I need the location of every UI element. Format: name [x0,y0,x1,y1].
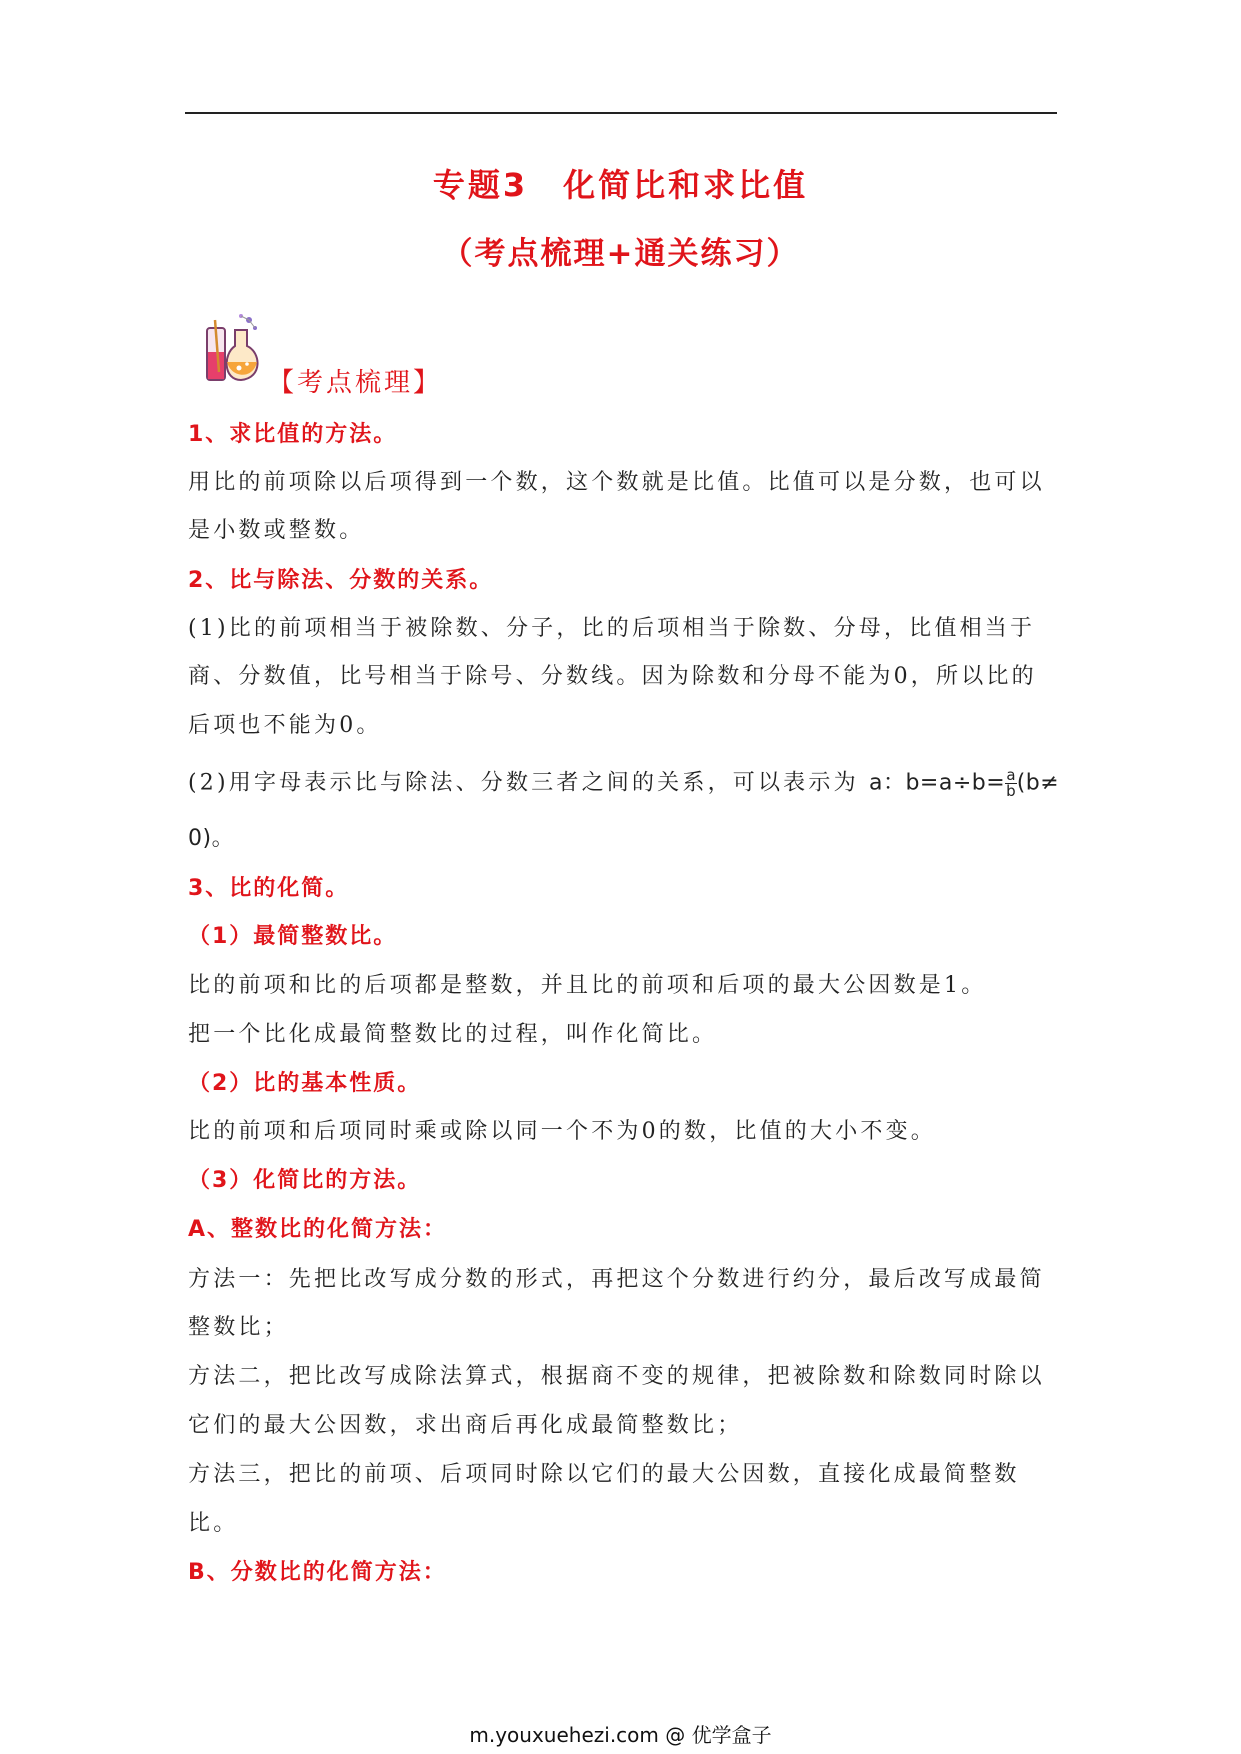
paragraph-line: (1)比的前项相当于被除数、分子，比的后项相当于除数、分母，比值相当于 [188,616,1036,641]
heading-1: 1、求比值的方法。 [188,422,398,447]
paragraph-line: 商、分数值，比号相当于除号、分数线。因为除数和分母不能为0，所以比的 [188,664,1037,689]
formula-intro: (2)用字母表示比与除法、分数三者之间的关系，可以表示为 [188,770,859,796]
formula-expression: a：b=a÷b= [868,770,1006,796]
paragraph-line: 方法三，把比的前项、后项同时除以它们的最大公因数，直接化成最简整数 [188,1462,1020,1487]
paragraph-line: 方法二，把比改写成除法算式，根据商不变的规律，把被除数和除数同时除以 [188,1364,1045,1389]
paragraph-line: 比的前项和后项同时乘或除以同一个不为0的数，比值的大小不变。 [188,1119,936,1144]
paragraph-line: 整数比； [188,1315,289,1340]
paragraph-line: 比。 [188,1511,239,1536]
heading-2: 2、比与除法、分数的关系。 [188,568,494,593]
subheading-3-3: （3）化简比的方法。 [188,1168,422,1193]
footer-watermark: m.youxuehezi.com @ 优学盒子 [469,1723,772,1747]
subheading-3-1: （1）最简整数比。 [188,924,398,949]
paragraph-line: 后项也不能为0。 [188,713,382,738]
heading-a: A、整数比的化简方法： [188,1217,448,1242]
fraction-numerator: a [1006,766,1016,784]
paragraph-line: 把一个比化成最简整数比的过程，叫作化简比。 [188,1022,718,1047]
paragraph-line: 是小数或整数。 [188,518,365,543]
fraction [1005,768,1017,799]
page-title: 专题3 化简比和求比值 [432,166,809,204]
paragraph-line: 用比的前项除以后项得到一个数，这个数就是比值。比值可以是分数，也可以 [188,470,1045,495]
formula-tail: (b≠ [1016,770,1060,796]
flask-icon [205,312,263,384]
paragraph-line: 0)。 [188,826,235,851]
paragraph-line: 比的前项和比的后项都是整数，并且比的前项和后项的最大公因数是1。 [188,973,987,998]
formula-line [188,768,1059,799]
heading-b: B、分数比的化简方法： [188,1560,447,1585]
page-subtitle: （考点梳理+通关练习） [441,236,800,272]
subheading-3-2: （2）比的基本性质。 [188,1071,422,1096]
fraction-denominator: b [1006,782,1016,800]
section-label: 【考点梳理】 [268,368,443,398]
paragraph-line: 方法一：先把比改写成分数的形式，再把这个分数进行约分，最后改写成最简 [188,1267,1045,1292]
heading-3: 3、比的化简。 [188,876,350,901]
top-rule [185,112,1057,114]
paragraph-line: 它们的最大公因数，求出商后再化成最简整数比； [188,1413,743,1438]
